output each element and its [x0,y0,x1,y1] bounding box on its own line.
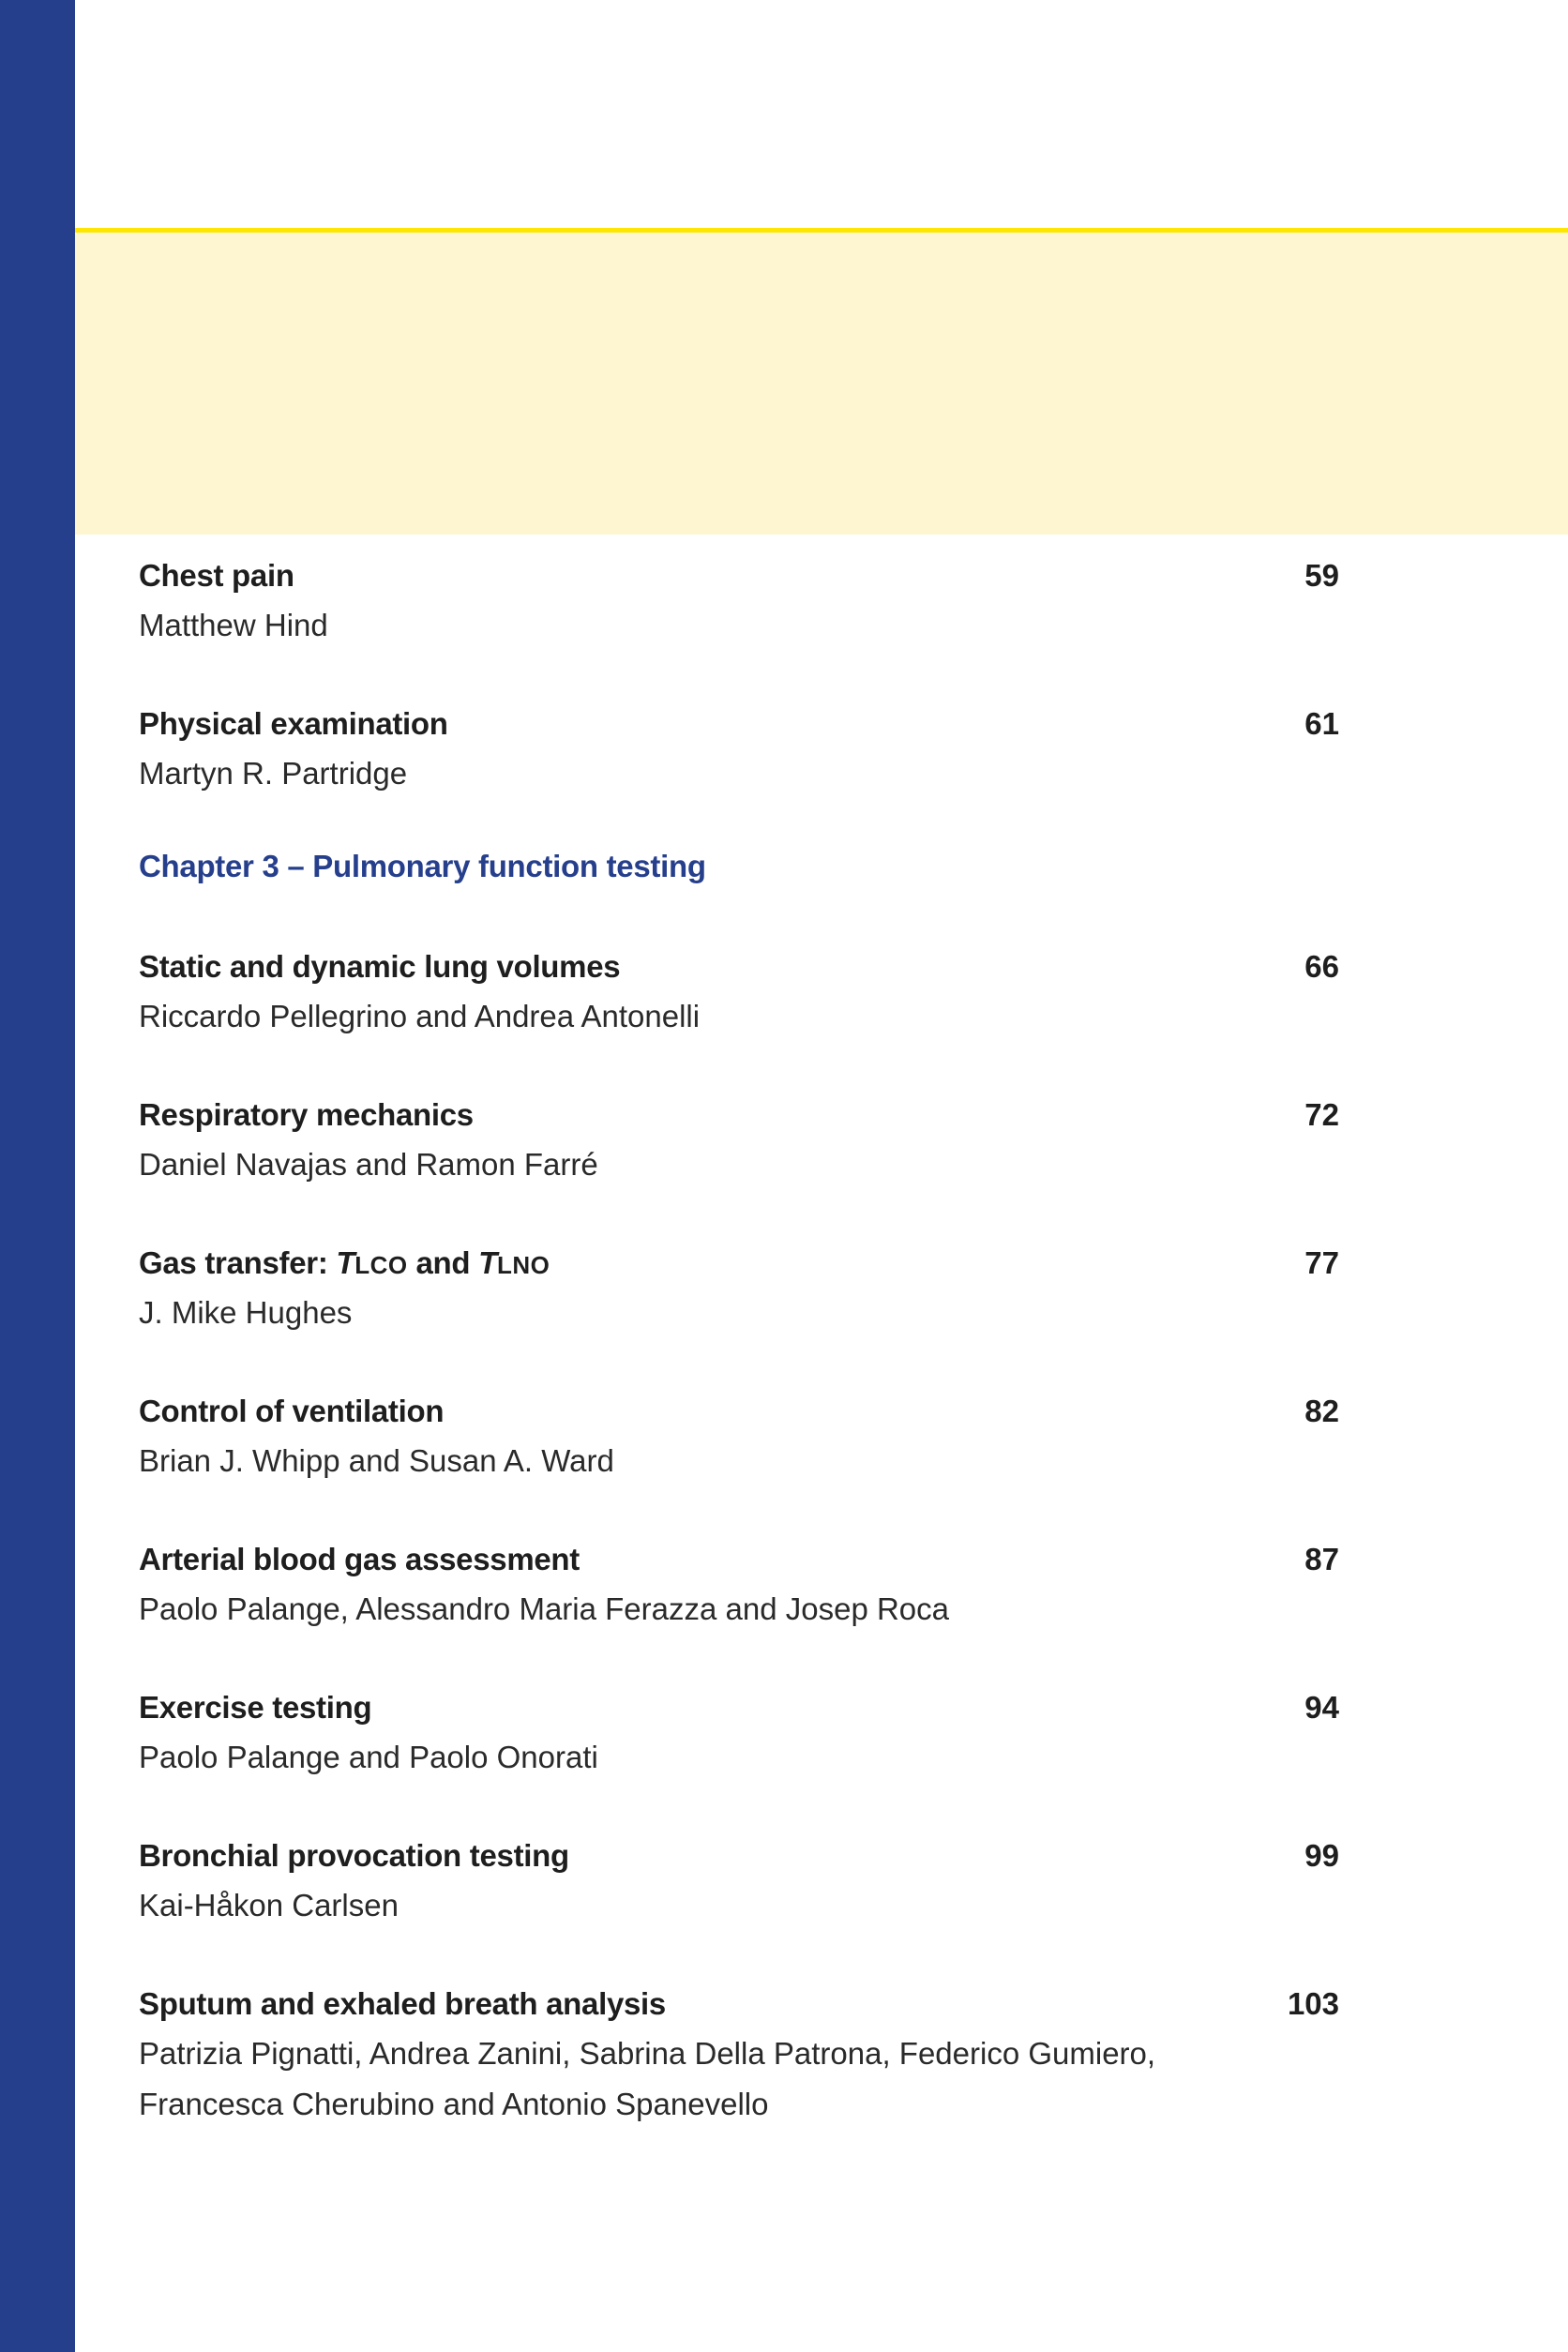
toc-entry[interactable] [139,1387,1339,1486]
entry-authors: Kai-Håkon Carlsen [139,1888,399,1922]
toc-entry[interactable] [139,1535,1339,1635]
chapter-heading[interactable]: Chapter 3 – Pulmonary function testing [139,849,706,883]
entry-title-conjunction: and [407,1245,479,1280]
entry-page-number: 72 [1304,1097,1339,1132]
entry-authors: Paolo Palange, Alessandro Maria Ferazza and Josep Roca [139,1591,950,1626]
toc-entry[interactable] [139,942,1339,1042]
entry-title [139,1239,1339,1289]
entry-page-number: 66 [1304,949,1339,984]
entry-title: Chest pain [139,558,294,593]
toc-entry[interactable] [139,1683,1339,1783]
entry-page-number: 94 [1304,1690,1339,1725]
entry-page-number: 87 [1304,1542,1339,1576]
entry-authors: Martyn R. Partridge [139,756,408,791]
entry-authors: Daniel Navajas and Ramon Farré [139,1147,598,1182]
entry-title: Sputum and exhaled breath analysis [139,1986,666,2021]
header-band [75,233,1568,535]
toc-entry[interactable] [139,1091,1339,1190]
entry-title: Exercise testing [139,1690,372,1725]
toc-entry[interactable] [139,1239,1339,1338]
toc-entry[interactable] [139,1832,1339,1931]
symbol-t: T [478,1245,498,1280]
entry-title: Respiratory mechanics [139,1097,474,1132]
entry-authors: Matthew Hind [139,608,328,642]
entry-authors: Francesca Cherubino and Antonio Spanevello [139,2087,769,2121]
entry-page-number: 59 [1304,558,1339,593]
entry-title: Physical examination [139,706,448,741]
entry-title: Static and dynamic lung volumes [139,949,621,984]
toc-entry[interactable] [139,1980,1339,2130]
entry-page-number: 99 [1304,1838,1339,1873]
entry-authors: Patrizia Pignatti, Andrea Zanini, Sabrina Della Patrona, Federico Gumiero, [139,2036,1156,2071]
entry-page-number: 77 [1304,1245,1339,1280]
entry-page-number: 61 [1304,706,1339,741]
entry-page-number: 103 [1287,1986,1339,2021]
entry-authors: Brian J. Whipp and Susan A. Ward [139,1443,614,1478]
entry-authors: Riccardo Pellegrino and Andrea Antonelli [139,999,701,1033]
entry-title-prefix: Gas transfer: [139,1245,337,1280]
toc-entry[interactable] [139,551,1339,651]
symbol-subscript: LNO [497,1251,550,1279]
table-of-contents [139,551,1339,2179]
symbol-t: T [336,1245,355,1280]
entry-authors: J. Mike Hughes [139,1295,353,1330]
symbol-subscript: LCO [354,1251,408,1279]
toc-entry[interactable] [139,700,1339,799]
entry-authors: Paolo Palange and Paolo Onorati [139,1740,598,1774]
entry-title: Arterial blood gas assessment [139,1542,580,1576]
entry-page-number: 82 [1304,1394,1339,1428]
blue-spine [0,0,75,2352]
entry-title: Bronchial provocation testing [139,1838,569,1873]
entry-title: Control of ventilation [139,1394,445,1428]
